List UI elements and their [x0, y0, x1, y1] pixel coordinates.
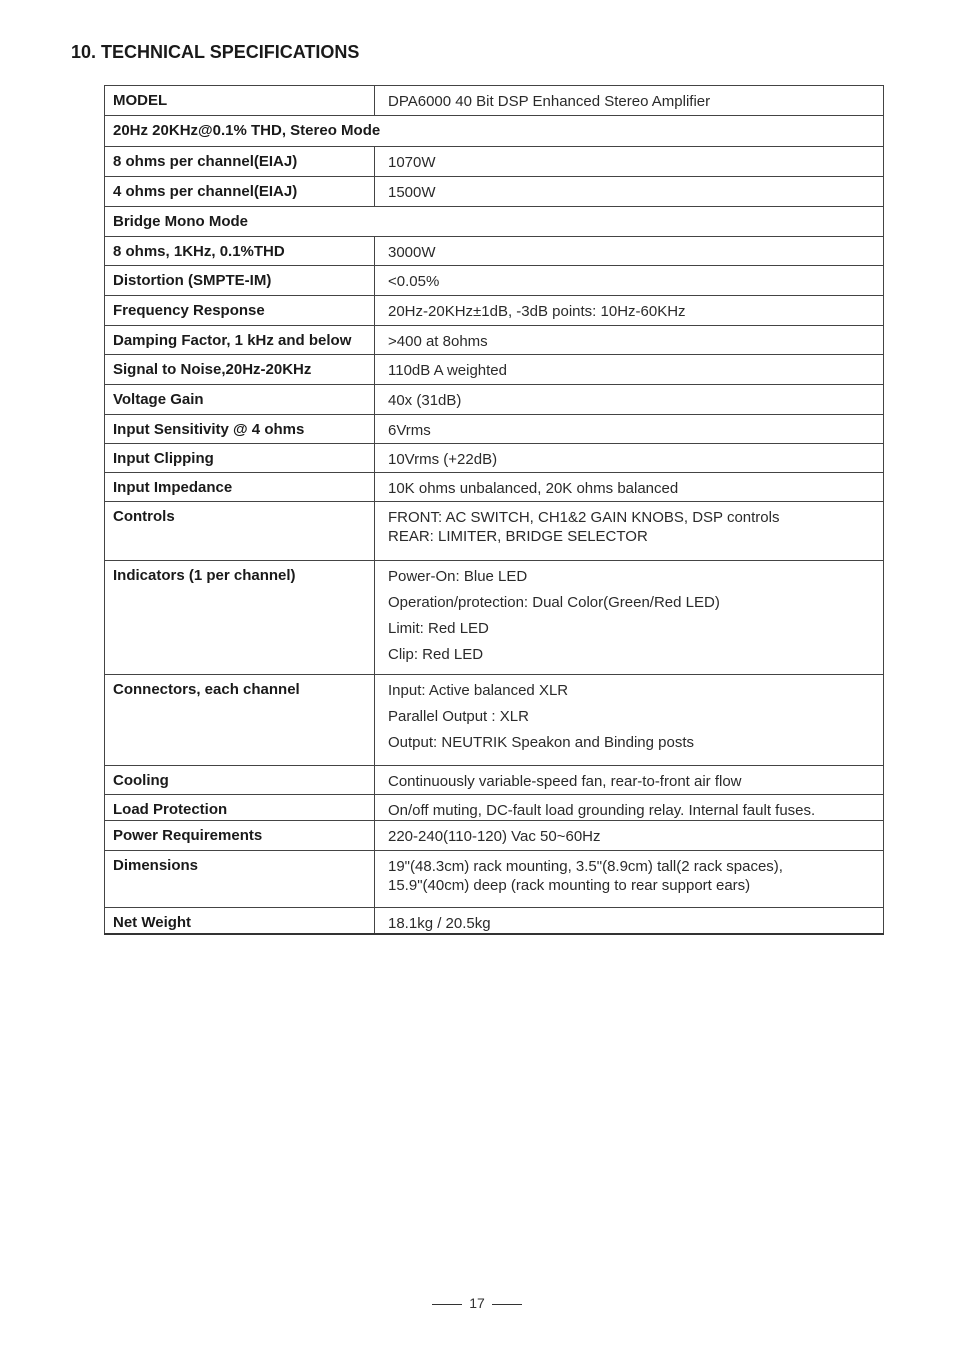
spec-value-line: Clip: Red LED: [388, 646, 484, 663]
spec-value: [375, 675, 884, 766]
spec-value: [375, 326, 884, 355]
spec-value-line: Limit: Red LED: [388, 620, 489, 637]
spec-value: [375, 177, 884, 207]
spec-value: [375, 851, 884, 908]
page-footer: [0, 1295, 954, 1311]
spec-value: [375, 415, 884, 444]
spec-row: [105, 766, 884, 795]
spec-value-line: DPA6000 40 Bit DSP Enhanced Stereo Amplifier: [388, 93, 711, 110]
spec-label: 4 ohms per channel(EIAJ): [105, 177, 375, 207]
spec-value-line: 3000W: [388, 244, 436, 261]
spec-label: Load Protection: [105, 795, 375, 821]
spec-value-line: 6Vrms: [388, 422, 431, 439]
spec-value-line: 18.1kg / 20.5kg: [388, 915, 491, 932]
spec-value: [375, 296, 884, 326]
spec-row: [105, 795, 884, 821]
spec-row: [105, 355, 884, 385]
spec-value-line: 40x (31dB): [388, 392, 462, 409]
spec-value-line: >400 at 8ohms: [388, 333, 488, 350]
spec-label: Distortion (SMPTE-IM): [105, 266, 375, 296]
spec-value-line: <0.05%: [388, 273, 440, 290]
spec-row: [105, 116, 884, 147]
spec-value-line: Power-On: Blue LED: [388, 568, 528, 585]
spec-value: [375, 385, 884, 415]
spec-value: [375, 444, 884, 473]
footer-rule-left: [432, 1304, 462, 1305]
spec-row: [105, 385, 884, 415]
spec-value: [375, 86, 884, 116]
spec-value-line: Continuously variable-speed fan, rear-to-front air flow: [388, 773, 742, 790]
spec-label: Dimensions: [105, 851, 375, 908]
spec-row: [105, 821, 884, 851]
spec-value: [375, 502, 884, 561]
spec-label: Net Weight: [105, 908, 375, 934]
spec-value: [375, 795, 884, 821]
spec-label: Signal to Noise,20Hz-20KHz: [105, 355, 375, 385]
spec-value-line: Input: Active balanced XLR: [388, 682, 569, 699]
spec-value: [375, 147, 884, 177]
spec-label: Cooling: [105, 766, 375, 795]
page-number: 17: [469, 1295, 485, 1311]
spec-value-line: On/off muting, DC-fault load grounding relay. Internal fault fuses.: [388, 802, 816, 819]
spec-value: [375, 355, 884, 385]
spec-label: Connectors, each channel: [105, 675, 375, 766]
spec-value-line: 20Hz-20KHz±1dB, -3dB points: 10Hz-60KHz: [388, 303, 686, 320]
spec-value-line: 220-240(110-120) Vac 50~60Hz: [388, 828, 601, 845]
spec-row: [105, 237, 884, 266]
spec-value-line: FRONT: AC SWITCH, CH1&2 GAIN KNOBS, DSP controls: [388, 509, 780, 526]
spec-row: [105, 675, 884, 766]
spec-value: [375, 908, 884, 934]
spec-label: Input Impedance: [105, 473, 375, 502]
spec-label: Indicators (1 per channel): [105, 561, 375, 675]
spec-label: Input Clipping: [105, 444, 375, 473]
spec-row: [105, 147, 884, 177]
spec-label: MODEL: [105, 86, 375, 116]
spec-value: [375, 266, 884, 296]
spec-label: 8 ohms per channel(EIAJ): [105, 147, 375, 177]
spec-row: [105, 851, 884, 908]
spec-label: Frequency Response: [105, 296, 375, 326]
spec-row: [105, 502, 884, 561]
spec-row: [105, 561, 884, 675]
spec-value: [375, 766, 884, 795]
spec-table-body: [105, 86, 884, 934]
spec-section-heading: 20Hz 20KHz@0.1% THD, Stereo Mode: [105, 116, 884, 147]
spec-label: Power Requirements: [105, 821, 375, 851]
spec-value-line: 1500W: [388, 184, 436, 201]
spec-row: [105, 908, 884, 934]
spec-row: [105, 473, 884, 502]
spec-value-line: Output: NEUTRIK Speakon and Binding posts: [388, 734, 695, 751]
spec-value: [375, 561, 884, 675]
spec-section-heading: Bridge Mono Mode: [105, 207, 884, 237]
spec-row: [105, 177, 884, 207]
spec-label: Voltage Gain: [105, 385, 375, 415]
spec-value-line: 19"(48.3cm) rack mounting, 3.5"(8.9cm) tall(2 rack spaces),: [388, 858, 783, 875]
spec-value: [375, 473, 884, 502]
spec-row: [105, 296, 884, 326]
spec-label: 8 ohms, 1KHz, 0.1%THD: [105, 237, 375, 266]
spec-row: [105, 444, 884, 473]
spec-label: Damping Factor, 1 kHz and below: [105, 326, 375, 355]
spec-row: [105, 207, 884, 237]
spec-row: [105, 86, 884, 116]
spec-row: [105, 266, 884, 296]
spec-value-line: REAR: LIMITER, BRIDGE SELECTOR: [388, 528, 648, 545]
spec-row: [105, 415, 884, 444]
spec-value-line: 1070W: [388, 154, 436, 171]
spec-value-line: 110dB A weighted: [388, 362, 507, 379]
spec-value-line: 15.9"(40cm) deep (rack mounting to rear support ears): [388, 877, 751, 894]
spec-value: [375, 237, 884, 266]
spec-value-line: 10Vrms (+22dB): [388, 451, 498, 468]
spec-value-line: Parallel Output : XLR: [388, 708, 529, 725]
section-title: 10. TECHNICAL SPECIFICATIONS: [71, 42, 360, 62]
spec-row: [105, 326, 884, 355]
spec-value-line: 10K ohms unbalanced, 20K ohms balanced: [388, 480, 679, 497]
spec-label: Input Sensitivity @ 4 ohms: [105, 415, 375, 444]
spec-label: Controls: [105, 502, 375, 561]
footer-rule-right: [492, 1304, 522, 1305]
spec-table: [104, 85, 884, 935]
spec-value-line: Operation/protection: Dual Color(Green/Red LED): [388, 594, 720, 611]
spec-value: [375, 821, 884, 851]
